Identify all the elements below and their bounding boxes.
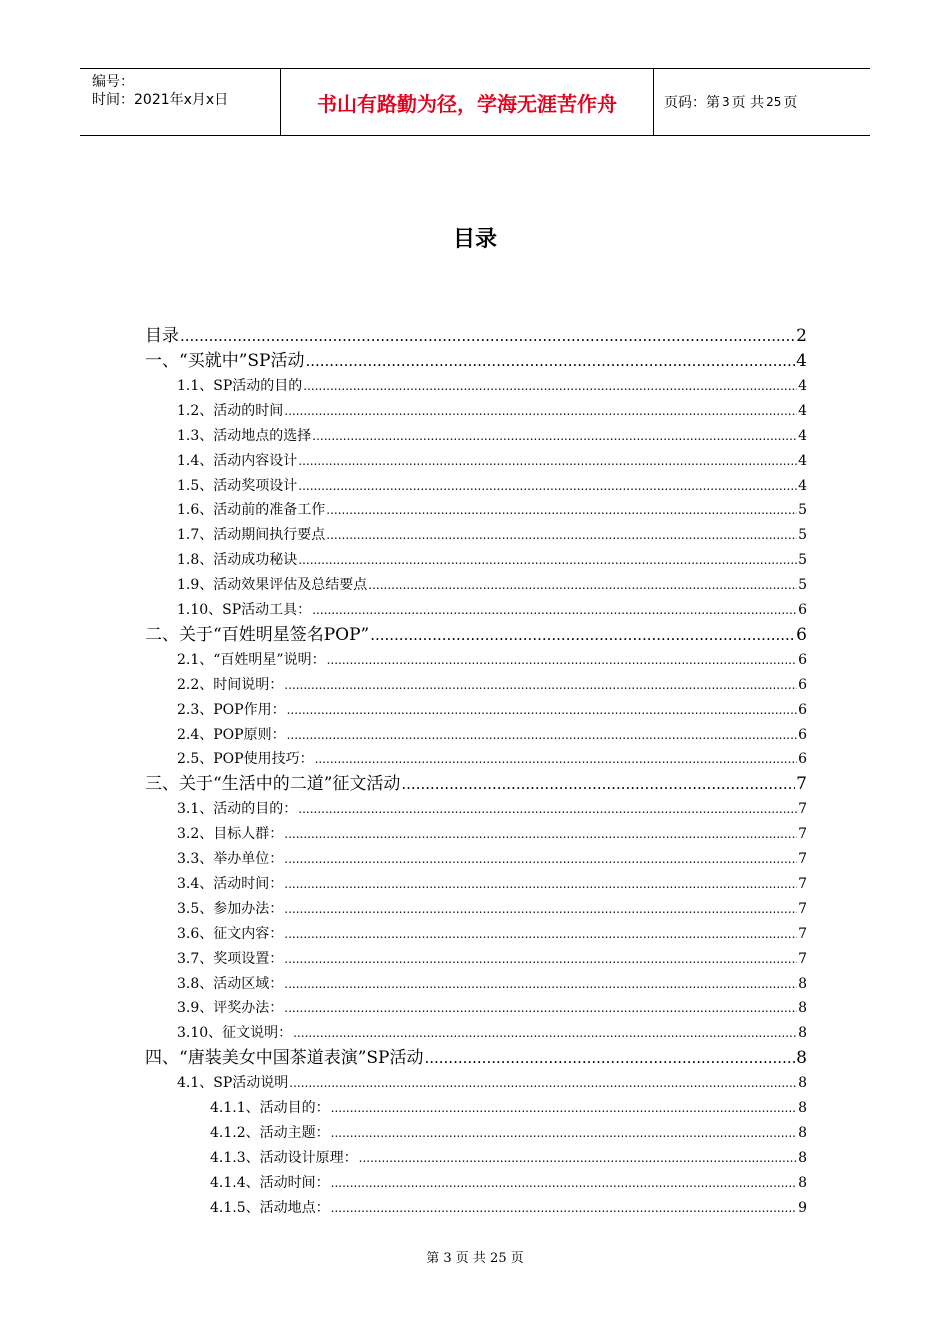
toc-dot-leader bbox=[284, 399, 797, 424]
toc-dot-leader bbox=[312, 424, 797, 449]
toc-dot-leader bbox=[368, 573, 797, 598]
toc-entry[interactable] bbox=[145, 648, 807, 673]
toc-entry[interactable] bbox=[145, 1146, 807, 1171]
toc-dot-leader bbox=[298, 548, 797, 573]
table-of-contents bbox=[145, 324, 807, 1221]
toc-entry[interactable] bbox=[145, 922, 807, 947]
toc-entry[interactable] bbox=[145, 822, 807, 847]
toc-entry[interactable] bbox=[145, 598, 807, 623]
toc-entry[interactable] bbox=[145, 772, 807, 797]
toc-entry-page: 8 bbox=[798, 975, 807, 992]
toc-dot-leader bbox=[293, 1021, 797, 1046]
toc-entry-label: 2.1、“百姓明星”说明： bbox=[177, 651, 326, 668]
toc-entry-page: 8 bbox=[798, 1125, 807, 1142]
toc-entry-label: 2.4、POP原则： bbox=[177, 726, 286, 743]
toc-entry[interactable] bbox=[145, 996, 807, 1021]
toc-entry-label: 2.2、时间说明： bbox=[177, 676, 284, 693]
toc-entry[interactable] bbox=[145, 349, 807, 374]
toc-entry-page: 4 bbox=[798, 427, 807, 444]
toc-entry-page: 7 bbox=[798, 851, 807, 868]
toc-dot-leader bbox=[284, 972, 797, 997]
toc-entry-label: 4.1.2、活动主题： bbox=[210, 1125, 330, 1142]
header-page-cell bbox=[654, 69, 870, 135]
toc-entry-page: 7 bbox=[798, 925, 807, 942]
toc-entry-page: 5 bbox=[798, 502, 807, 519]
toc-entry-label: 4.1.3、活动设计原理： bbox=[210, 1149, 358, 1166]
toc-entry-label: 4.1.5、活动地点： bbox=[210, 1199, 330, 1216]
toc-dot-leader bbox=[327, 648, 797, 673]
toc-entry-label: 3.5、参加办法： bbox=[177, 900, 284, 917]
toc-entry[interactable] bbox=[145, 872, 807, 897]
toc-entry-page: 7 bbox=[798, 950, 807, 967]
toc-entry[interactable] bbox=[145, 897, 807, 922]
toc-dot-leader bbox=[331, 1096, 797, 1121]
toc-entry[interactable] bbox=[145, 947, 807, 972]
toc-entry-label: 3.10、征文说明： bbox=[177, 1025, 293, 1042]
toc-entry-page: 8 bbox=[798, 1149, 807, 1166]
toc-entry-page: 7 bbox=[798, 826, 807, 843]
toc-dot-leader bbox=[284, 947, 797, 972]
toc-dot-leader bbox=[298, 474, 797, 499]
toc-entry[interactable] bbox=[145, 424, 807, 449]
toc-entry-page: 8 bbox=[798, 1100, 807, 1117]
toc-entry-label: 目录 bbox=[145, 326, 179, 346]
toc-entry-label: 1.3、活动地点的选择 bbox=[177, 427, 312, 444]
toc-entry-label: 1.10、SP活动工具： bbox=[177, 602, 312, 618]
toc-entry[interactable] bbox=[145, 498, 807, 523]
toc-dot-leader bbox=[180, 324, 795, 349]
toc-entry-label: 1.5、活动奖项设计 bbox=[177, 477, 298, 494]
toc-entry[interactable] bbox=[145, 1071, 807, 1096]
toc-entry-label: 1.4、活动内容设计 bbox=[177, 452, 298, 469]
toc-entry-label: 3.6、征文内容： bbox=[177, 925, 284, 942]
toc-entry-label: 1.7、活动期间执行要点 bbox=[177, 527, 326, 544]
toc-dot-leader bbox=[305, 349, 795, 374]
toc-entry-page: 6 bbox=[798, 602, 807, 618]
toc-entry-label: 1.2、活动的时间 bbox=[177, 402, 284, 419]
toc-entry-page: 5 bbox=[798, 552, 807, 569]
toc-entry[interactable] bbox=[145, 399, 807, 424]
toc-entry-page: 7 bbox=[798, 900, 807, 917]
toc-dot-leader bbox=[287, 723, 797, 748]
toc-entry-page: 5 bbox=[798, 527, 807, 544]
toc-dot-leader bbox=[315, 747, 797, 772]
toc-dot-leader bbox=[424, 1046, 795, 1071]
toc-dot-leader bbox=[289, 1071, 797, 1096]
toc-entry-label: 三、关于“生活中的二道”征文活动 bbox=[145, 774, 401, 795]
toc-dot-leader bbox=[298, 797, 797, 822]
toc-entry[interactable] bbox=[145, 548, 807, 573]
toc-entry-page: 4 bbox=[798, 377, 807, 394]
toc-entry-page: 9 bbox=[798, 1199, 807, 1216]
toc-entry-page: 6 bbox=[798, 651, 807, 668]
toc-dot-leader bbox=[401, 772, 795, 797]
toc-dot-leader bbox=[326, 498, 797, 523]
toc-dot-leader bbox=[284, 922, 797, 947]
toc-dot-leader bbox=[370, 623, 795, 648]
page-current: 3 bbox=[722, 95, 730, 109]
toc-entry[interactable] bbox=[145, 324, 807, 349]
toc-dot-leader bbox=[331, 1121, 797, 1146]
toc-entry-page: 8 bbox=[796, 1048, 807, 1069]
toc-entry-label: 3.9、评奖办法： bbox=[177, 1000, 284, 1017]
toc-entry-label: 1.8、活动成功秘诀 bbox=[177, 552, 298, 569]
toc-entry-page: 4 bbox=[798, 452, 807, 469]
toc-dot-leader bbox=[331, 1196, 797, 1221]
page-prefix: 页码：第 bbox=[664, 95, 720, 111]
toc-entry-label: 2.3、POP作用： bbox=[177, 701, 286, 718]
toc-entry-page: 8 bbox=[798, 1174, 807, 1191]
page-total: 25 bbox=[766, 95, 782, 109]
toc-entry[interactable] bbox=[145, 1046, 807, 1071]
toc-entry-label: 2.5、POP使用技巧： bbox=[177, 751, 314, 768]
toc-dot-leader bbox=[284, 847, 797, 872]
toc-entry[interactable] bbox=[145, 1021, 807, 1046]
toc-entry[interactable] bbox=[145, 723, 807, 748]
toc-entry-label: 3.4、活动时间： bbox=[177, 876, 284, 893]
toc-dot-leader bbox=[284, 822, 797, 847]
toc-entry-page: 2 bbox=[796, 326, 807, 346]
page-footer: 第 3 页 共 25 页 bbox=[426, 1251, 524, 1266]
toc-dot-leader bbox=[284, 996, 797, 1021]
toc-dot-leader bbox=[287, 698, 797, 723]
toc-dot-leader bbox=[359, 1146, 797, 1171]
toc-dot-leader bbox=[284, 673, 797, 698]
toc-entry-label: 4.1.4、活动时间： bbox=[210, 1174, 330, 1191]
toc-entry-page: 6 bbox=[798, 751, 807, 768]
toc-entry-page: 7 bbox=[798, 876, 807, 893]
toc-entry-page: 6 bbox=[796, 624, 807, 645]
toc-entry-page: 5 bbox=[798, 577, 807, 594]
toc-entry-label: 四、“唐装美女中国茶道表演”SP活动 bbox=[145, 1048, 424, 1069]
toc-entry[interactable] bbox=[145, 573, 807, 598]
document-code-label: 编号： bbox=[92, 74, 134, 90]
toc-entry-page: 4 bbox=[796, 351, 807, 371]
page-header bbox=[80, 68, 870, 136]
toc-entry-label: 4.1.1、活动目的： bbox=[210, 1100, 330, 1117]
header-motto-cell bbox=[281, 69, 654, 135]
toc-entry-page: 4 bbox=[798, 402, 807, 419]
page-title: 目录 bbox=[452, 227, 497, 252]
toc-entry[interactable] bbox=[145, 698, 807, 723]
toc-entry[interactable] bbox=[145, 1121, 807, 1146]
toc-entry[interactable] bbox=[145, 972, 807, 997]
toc-entry-page: 7 bbox=[796, 774, 807, 795]
toc-entry-label: 4.1、SP活动说明 bbox=[177, 1075, 289, 1092]
toc-entry-page: 6 bbox=[798, 676, 807, 693]
toc-entry[interactable] bbox=[145, 673, 807, 698]
header-meta-cell bbox=[80, 69, 281, 135]
toc-dot-leader bbox=[326, 523, 797, 548]
toc-dot-leader bbox=[298, 449, 797, 474]
toc-entry-label: 1.6、活动前的准备工作 bbox=[177, 502, 326, 519]
toc-dot-leader bbox=[331, 1171, 797, 1196]
toc-entry[interactable] bbox=[145, 797, 807, 822]
toc-entry-label: 3.3、举办单位： bbox=[177, 851, 284, 868]
toc-entry[interactable] bbox=[145, 1171, 807, 1196]
toc-entry[interactable] bbox=[145, 747, 807, 772]
toc-entry[interactable] bbox=[145, 474, 807, 499]
toc-entry-page: 6 bbox=[798, 726, 807, 743]
toc-entry[interactable] bbox=[145, 1096, 807, 1121]
toc-entry-label: 3.2、目标人群： bbox=[177, 826, 284, 843]
page-mid: 页 共 bbox=[731, 95, 765, 111]
toc-entry-label: 3.8、活动区域： bbox=[177, 975, 284, 992]
toc-dot-leader bbox=[284, 897, 797, 922]
toc-dot-leader bbox=[284, 872, 797, 897]
toc-entry-page: 4 bbox=[798, 477, 807, 494]
toc-entry-label: 1.9、活动效果评估及总结要点 bbox=[177, 577, 368, 594]
document-date-label: 时间：2021年x月x日 bbox=[92, 92, 229, 108]
toc-entry-page: 8 bbox=[798, 1000, 807, 1017]
toc-entry-page: 8 bbox=[798, 1025, 807, 1042]
toc-entry-page: 8 bbox=[798, 1075, 807, 1092]
toc-entry-label: 1.1、SP活动的目的 bbox=[177, 377, 303, 394]
toc-entry-page: 6 bbox=[798, 701, 807, 718]
toc-dot-leader bbox=[312, 598, 797, 623]
toc-entry[interactable] bbox=[145, 449, 807, 474]
page-suffix: 页 bbox=[783, 95, 798, 111]
toc-entry[interactable] bbox=[145, 374, 807, 399]
toc-entry-label: 二、关于“百姓明星签名POP” bbox=[145, 624, 370, 645]
toc-entry-label: 3.1、活动的目的： bbox=[177, 801, 298, 818]
toc-entry[interactable] bbox=[145, 1196, 807, 1221]
header-motto: 书山有路勤为径，学海无涯苦作舟 bbox=[317, 91, 617, 116]
toc-entry-page: 7 bbox=[798, 801, 807, 818]
toc-dot-leader bbox=[303, 374, 797, 399]
toc-entry-label: 一、“买就中”SP活动 bbox=[145, 351, 305, 371]
toc-entry[interactable] bbox=[145, 623, 807, 648]
toc-entry[interactable] bbox=[145, 523, 807, 548]
toc-entry-label: 3.7、奖项设置： bbox=[177, 950, 284, 967]
toc-entry[interactable] bbox=[145, 847, 807, 872]
